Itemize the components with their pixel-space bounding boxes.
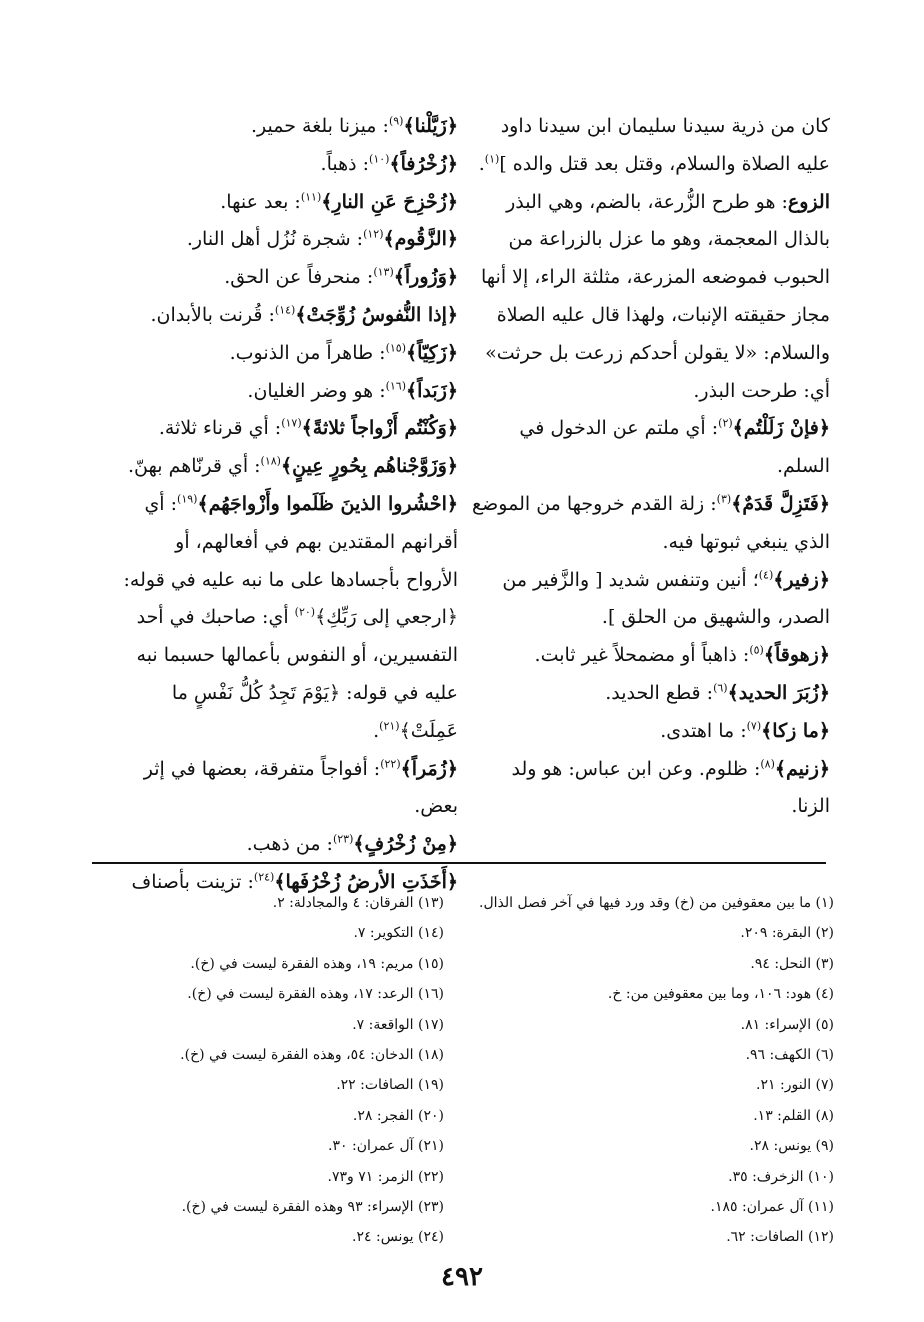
entry-text: : طاهراً من الذنوب. (229, 341, 386, 364)
footnote: (٢١) آل عمران: ٣٠. (328, 1138, 444, 1155)
entry-term: ﴿زُحْزِحَ عَنِ النارِ﴾ (321, 190, 458, 213)
footnote-ref: (٩) (388, 114, 404, 128)
footnote-ref: (١٧) (281, 417, 302, 431)
footnote: (١٤) التكوير: ٧. (353, 925, 444, 942)
footnote: (٩) يونس: ٢٨. (749, 1138, 834, 1155)
paragraph-tail: . (478, 152, 485, 175)
entry-term: ﴿زُخْرُفاً﴾ (389, 152, 458, 175)
entry (470, 713, 830, 751)
footnote-ref: (١) (484, 152, 500, 166)
footnote: (١٧) الواقعة: ٧. (352, 1016, 444, 1033)
entry (470, 410, 830, 486)
footnote: (١٠) الزخرف: ٣٥. (728, 1168, 834, 1185)
entry (470, 751, 830, 827)
entry (118, 448, 458, 486)
entry-text: : هو طرح الزُّرعة، بالضم، وهي البذر بالذال المعجمة، وهو ما عزل بالزراعة من الحبوب فموضعه المزرعة، مثلثة الراء، إلا أنها مجاز حقيقته الإنبات، ولهذا قال عليه الصلاة والسلام: «لا يقولن أحدكم زرعت بل حرثت» أي: طرحت البذر. (481, 190, 830, 402)
footnote: (٥) الإسراء: ٨١. (740, 1016, 834, 1033)
entry (118, 486, 458, 751)
entry-text: : ذهباً. (320, 152, 370, 175)
paragraph (470, 108, 830, 184)
footnote: (١٦) الرعد: ١٧، وهذه الفقرة ليست في (خ). (187, 986, 444, 1003)
entry-text: : أي قرناء ثلاثة. (158, 417, 282, 440)
entry (118, 297, 458, 335)
entry (118, 221, 458, 259)
footnotes-column-left (128, 888, 444, 1253)
footnote: (١٢) الصافات: ٦٢. (726, 1229, 834, 1246)
entry-term: ﴿زُبَرَ الحديد﴾ (727, 681, 830, 704)
footnote: (١٥) مريم: ١٩، وهذه الفقرة ليست في (خ). (190, 955, 444, 972)
footnote: (٢٤) يونس: ٢٤. (352, 1229, 444, 1246)
entry-term: ﴿زَبَداً﴾ (406, 379, 458, 402)
entry-text: : زلة القدم خروجها من الموضع الذي ينبغي ثبوتها فيه. (472, 492, 830, 553)
entry-text: : أفواجاً متفرقة، بعضها في إثر بعض. (143, 757, 458, 818)
footnote-ref: (٥) (749, 643, 764, 657)
entry-term: ﴿أَخَذَتِ الأرضُ زُخْرُفَها﴾ (274, 870, 458, 893)
entry-term: الزوع (787, 190, 830, 213)
body-column-right (470, 108, 830, 826)
entry (118, 108, 458, 146)
footnote: (١٨) الدخان: ٥٤، وهذه الفقرة ليست في (خ). (180, 1047, 444, 1064)
footnote-ref: (١٩) (177, 492, 198, 506)
entry-term: ﴿وَكُنْتُم أَزْواجاً ثلاثةً﴾ (301, 417, 458, 440)
footnote: (٢٣) الإسراء: ٩٣ وهذه الفقرة ليست في (خ). (181, 1199, 444, 1216)
entry (470, 184, 830, 411)
footnote-ref: (١٠) (369, 152, 390, 166)
footnote: (١) ما بين معقوفين من (خ) وقد ورد فيها في آخر فصل الذال. (479, 895, 834, 911)
footnote-ref: (١٥) (385, 341, 406, 355)
footnote-ref: (٨) (760, 757, 775, 771)
page-number: ٤٩٢ (441, 1262, 483, 1292)
entry (470, 486, 830, 562)
entry-term: ﴿وَزُوراً﴾ (393, 266, 458, 289)
entry (118, 751, 458, 827)
entry-text: . (373, 719, 380, 742)
entry (470, 637, 830, 675)
footnote-ref: (٢) (718, 417, 733, 431)
entry-term: ﴿إذا النُّفوسُ زُوِّجَتْ﴾ (295, 303, 458, 326)
entry-text: : تزينت بأصناف (131, 870, 254, 893)
footnotes-column-right (468, 888, 834, 1253)
footnote-ref: (١٤) (274, 303, 296, 317)
footnote-ref: (٧) (746, 719, 762, 733)
entry (118, 259, 458, 297)
entry (470, 675, 830, 713)
footnote-ref: (٢١) (379, 719, 400, 733)
footnote-ref: (١٨) (260, 454, 281, 468)
footnote-ref: (٢٠) (294, 606, 316, 620)
entry-text: : قطع الحديد. (605, 681, 714, 704)
entry (118, 410, 458, 448)
entry-text: : أي أقرانهم المقتدين بهم في أفعالهم، أو الأرواح بأجسادها على ما نبه عليه في قوله: ﴿ارجعي إلى رَبِّكِ﴾ (123, 492, 458, 629)
entry-text: : قُرنت بالأبدان. (150, 303, 275, 326)
footnote-ref: (١٦) (385, 379, 407, 393)
entry-term: ﴿فَتَزِلَّ قَدَمٌ﴾ (731, 492, 830, 515)
entry-term: ﴿مِنْ زُخْرُفٍ﴾ (353, 833, 458, 856)
footnote: (٢٢) الزمر: ٧١ و٧٣. (327, 1168, 444, 1185)
entry-term: ﴿وَزَوَّجْناهُم بِحُورٍ عِينٍ﴾ (280, 455, 458, 478)
footnote: (٤) هود: ١٠٦، وما بين معقوفين من: خ. (607, 986, 834, 1003)
entry-text: : ميزنا بلغة حمير. (251, 115, 389, 137)
entry-term: ﴿زنيم﴾ (774, 757, 830, 780)
footnote-ref: (٣) (716, 492, 732, 506)
entry-term: ﴿زَيَّلْنا﴾ (403, 115, 458, 137)
footnote: (٧) النور: ٢١. (756, 1077, 834, 1094)
footnote: (٦) الكهف: ٩٦. (745, 1047, 834, 1064)
paragraph-text: كان من ذرية سيدنا سليمان ابن سيدنا داود عليه الصلاة والسلام، وقتل بعد قتل والده ] (499, 115, 830, 175)
footnote-ref: (٢٣) (332, 832, 354, 846)
entry-text: : ما اهتدى. (660, 719, 747, 742)
footnote: (١١) آل عمران: ١٨٥. (710, 1199, 834, 1216)
entry-term: ﴿زهوقاً﴾ (763, 644, 830, 667)
footnote-ref: (٢٤) (253, 870, 275, 884)
entry (118, 373, 458, 411)
footnote: (١٩) الصافات: ٢٢. (336, 1077, 444, 1094)
footnote-ref: (١١) (300, 190, 322, 204)
entry-text: : هو وضر الغليان. (247, 379, 386, 402)
entry-term: ﴿زفير﴾ (773, 568, 830, 591)
entry-term: ﴿فإنْ زَلَلْتُم﴾ (732, 417, 830, 440)
footnote: (٢) البقرة: ٢٠٩. (740, 925, 834, 942)
body-column-left (118, 108, 458, 902)
footnote-ref: (١٢) (363, 228, 384, 242)
entry-text: : بعد عنها. (220, 190, 301, 213)
entry-text: : منحرفاً عن الحق. (224, 266, 374, 289)
footnote-ref: (٦) (713, 681, 728, 695)
entry-term: ﴿احْشُروا الذينَ ظَلَموا وأَزْواجَهُم﴾ (197, 492, 458, 515)
entry (470, 562, 830, 638)
entry (118, 146, 458, 184)
entry-text: : أي قرنّاهم بهنّ. (128, 455, 261, 478)
entry-text: : من ذهب. (246, 833, 333, 856)
footnote-ref: (٢٢) (380, 757, 401, 771)
entry-text: ؛ أنين وتنفس شديد [ والزَّفير من الصدر، والشهيق من الحلق ]. (502, 568, 830, 629)
footnote-ref: (١٣) (373, 265, 394, 279)
entry-term: ﴿الزَّقُوم﴾ (383, 228, 458, 251)
entry-term: ﴿ما زكا﴾ (761, 719, 830, 742)
footnote: (٨) القلم: ١٣. (753, 1107, 834, 1124)
entry-text: : ذاهباً أو مضمحلاً غير ثابت. (534, 644, 750, 667)
entry (118, 826, 458, 864)
entry-text: : ظلوم. وعن ابن عباس: هو ولد الزنا. (511, 757, 830, 818)
footnote: (١٣) الفرقان: ٤ والمجادلة: ٢. (272, 895, 444, 911)
entry (118, 335, 458, 373)
entry-term: ﴿زَكِيّاً﴾ (405, 341, 458, 364)
footnote-ref: (٤) (758, 568, 774, 582)
entry-text: : أي ملتم عن الدخول في السلم. (519, 417, 830, 478)
footnote: (٣) النحل: ٩٤. (750, 955, 834, 972)
entry-text: أي: صاحبك في أحد التفسيرين، أو النفوس بأعمالها حسبما نبه عليه في قوله: ﴿يَوْمَ تَجِدُ كُلُّ نَفْسٍ ما عَمِلَتْ﴾ (136, 606, 458, 742)
footnote: (٢٠) الفجر: ٢٨. (352, 1107, 444, 1124)
entry (118, 184, 458, 222)
entry-term: ﴿زُمَراً﴾ (400, 757, 458, 780)
entry-text: : شجرة نُزُل أهل النار. (186, 228, 364, 251)
footnote-divider (92, 862, 826, 864)
